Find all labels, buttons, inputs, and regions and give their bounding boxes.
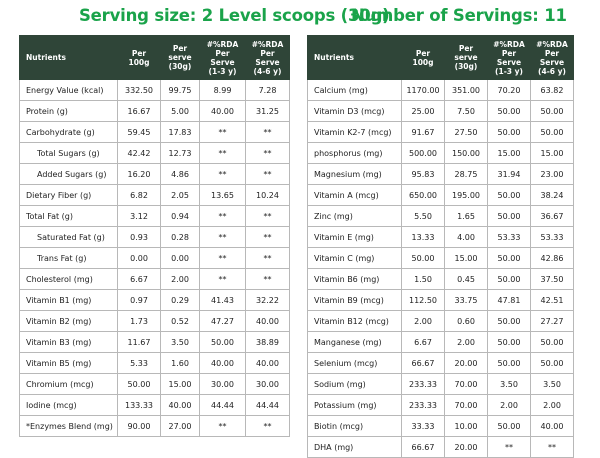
table-row [308, 395, 574, 416]
nutrient-name: Potassium (mg) [308, 395, 402, 416]
per-100g-value: 332.50 [118, 80, 161, 101]
per-100g-value: 650.00 [402, 185, 445, 206]
table-row [308, 164, 574, 185]
nutrient-name: Zinc (mg) [308, 206, 402, 227]
rda-4-6-value: 63.82 [531, 80, 574, 101]
table-row [308, 248, 574, 269]
per-100g-value: 1.73 [118, 311, 161, 332]
table-row [308, 269, 574, 290]
rda-1-3-value: 50.00 [488, 416, 531, 437]
per-100g-value: 1.50 [402, 269, 445, 290]
table-row [308, 206, 574, 227]
rda-4-6-value: 50.00 [531, 332, 574, 353]
number-of-servings-title: Number of Servings: 11 [351, 6, 567, 25]
per-serve-value: 195.00 [445, 185, 488, 206]
per-serve-value: 20.00 [445, 437, 488, 458]
rda-1-3-value: 8.99 [200, 80, 246, 101]
rda-1-3-value: ** [200, 206, 246, 227]
rda-4-6-value: 40.00 [531, 416, 574, 437]
nutrient-name: Vitamin D3 (mcg) [308, 101, 402, 122]
table-row [308, 101, 574, 122]
per-serve-value: 150.00 [445, 143, 488, 164]
per-100g-value: 59.45 [118, 122, 161, 143]
rda-4-6-value: 38.24 [531, 185, 574, 206]
per-serve-value: 15.00 [161, 374, 200, 395]
rda-1-3-value: 41.43 [200, 290, 246, 311]
per-serve-value: 0.29 [161, 290, 200, 311]
rda-1-3-value: ** [488, 437, 531, 458]
per-serve-value: 5.00 [161, 101, 200, 122]
per-serve-value: 4.00 [445, 227, 488, 248]
nutrient-name: DHA (mg) [308, 437, 402, 458]
table-row [20, 416, 290, 437]
col-per100: Per 100g [402, 36, 445, 80]
per-100g-value: 11.67 [118, 332, 161, 353]
table-row [308, 143, 574, 164]
rda-4-6-value: 36.67 [531, 206, 574, 227]
nutrient-name: Vitamin B9 (mcg) [308, 290, 402, 311]
per-100g-value: 133.33 [118, 395, 161, 416]
per-100g-value: 1170.00 [402, 80, 445, 101]
table-row [20, 185, 290, 206]
left-table-body [20, 80, 290, 437]
per-serve-value: 10.00 [445, 416, 488, 437]
nutrient-name: Vitamin B12 (mcg) [308, 311, 402, 332]
rda-1-3-value: 50.00 [488, 248, 531, 269]
nutrient-name: Vitamin K2-7 (mcg) [308, 122, 402, 143]
rda-1-3-value: 53.33 [488, 227, 531, 248]
table-row [20, 248, 290, 269]
nutrient-name: Vitamin B3 (mg) [20, 332, 118, 353]
rda-1-3-value: 50.00 [488, 353, 531, 374]
table-row [20, 206, 290, 227]
rda-1-3-value: 47.81 [488, 290, 531, 311]
per-serve-value: 4.86 [161, 164, 200, 185]
rda-1-3-value: 44.44 [200, 395, 246, 416]
per-serve-value: 0.52 [161, 311, 200, 332]
per-100g-value: 6.67 [402, 332, 445, 353]
per-100g-value: 66.67 [402, 437, 445, 458]
per-100g-value: 3.12 [118, 206, 161, 227]
rda-1-3-value: 50.00 [488, 269, 531, 290]
per-serve-value: 15.00 [445, 248, 488, 269]
rda-4-6-value: 50.00 [531, 101, 574, 122]
per-serve-value: 0.28 [161, 227, 200, 248]
per-100g-value: 91.67 [402, 122, 445, 143]
table-header-row [20, 36, 290, 80]
rda-4-6-value: 37.50 [531, 269, 574, 290]
rda-4-6-value: ** [246, 143, 290, 164]
nutrient-name: Iodine (mcg) [20, 395, 118, 416]
table-row [20, 80, 290, 101]
nutrient-name: Saturated Fat (g) [20, 227, 118, 248]
rda-1-3-value: 50.00 [488, 185, 531, 206]
nutrient-name: Energy Value (kcal) [20, 80, 118, 101]
nutrient-name: Calcium (mg) [308, 80, 402, 101]
rda-4-6-value: 50.00 [531, 122, 574, 143]
nutrient-name: Chromium (mcg) [20, 374, 118, 395]
nutrition-table-left [19, 35, 290, 437]
per-100g-value: 13.33 [402, 227, 445, 248]
nutrient-name: Dietary Fiber (g) [20, 185, 118, 206]
table-row [308, 290, 574, 311]
per-100g-value: 50.00 [402, 248, 445, 269]
nutrient-name: Vitamin C (mg) [308, 248, 402, 269]
rda-4-6-value: 30.00 [246, 374, 290, 395]
per-100g-value: 112.50 [402, 290, 445, 311]
per-100g-value: 6.67 [118, 269, 161, 290]
nutrient-name: *Enzymes Blend (mg) [20, 416, 118, 437]
rda-4-6-value: 23.00 [531, 164, 574, 185]
rda-4-6-value: 40.00 [246, 353, 290, 374]
per-serve-value: 2.00 [445, 332, 488, 353]
rda-1-3-value: 40.00 [200, 353, 246, 374]
rda-4-6-value: 32.22 [246, 290, 290, 311]
rda-4-6-value: ** [246, 269, 290, 290]
table-row [308, 311, 574, 332]
header [0, 0, 600, 36]
rda-1-3-value: ** [200, 143, 246, 164]
per-serve-value: 40.00 [161, 395, 200, 416]
nutrient-name: Biotin (mcg) [308, 416, 402, 437]
rda-4-6-value: ** [246, 164, 290, 185]
rda-1-3-value: ** [200, 269, 246, 290]
table-row [20, 269, 290, 290]
rda-1-3-value: 3.50 [488, 374, 531, 395]
per-100g-value: 66.67 [402, 353, 445, 374]
col-rda-1-3: #%RDA Per Serve (1-3 y) [200, 36, 246, 80]
nutrient-name: Trans Fat (g) [20, 248, 118, 269]
col-rda-1-3: #%RDA Per Serve (1-3 y) [488, 36, 531, 80]
right-table-body [308, 80, 574, 458]
nutrient-name: Vitamin E (mg) [308, 227, 402, 248]
table-row [20, 395, 290, 416]
per-100g-value: 0.97 [118, 290, 161, 311]
per-100g-value: 0.00 [118, 248, 161, 269]
nutrient-name: Manganese (mg) [308, 332, 402, 353]
rda-4-6-value: ** [246, 416, 290, 437]
rda-1-3-value: 13.65 [200, 185, 246, 206]
col-nutrients: Nutrients [20, 36, 118, 80]
rda-1-3-value: 50.00 [488, 332, 531, 353]
rda-4-6-value: 7.28 [246, 80, 290, 101]
table-row [308, 227, 574, 248]
per-serve-value: 20.00 [445, 353, 488, 374]
per-serve-value: 0.45 [445, 269, 488, 290]
rda-4-6-value: 42.86 [531, 248, 574, 269]
rda-1-3-value: 2.00 [488, 395, 531, 416]
table-row [308, 122, 574, 143]
table-row [20, 353, 290, 374]
rda-1-3-value: 70.20 [488, 80, 531, 101]
col-rda-4-6: #%RDA Per Serve (4-6 y) [246, 36, 290, 80]
table-row [20, 164, 290, 185]
per-100g-value: 233.33 [402, 395, 445, 416]
table-row [20, 332, 290, 353]
nutrient-name: Cholesterol (mg) [20, 269, 118, 290]
per-100g-value: 2.00 [402, 311, 445, 332]
table-row [20, 311, 290, 332]
per-serve-value: 70.00 [445, 374, 488, 395]
nutrient-name: Added Sugars (g) [20, 164, 118, 185]
rda-4-6-value: ** [246, 122, 290, 143]
rda-4-6-value: 53.33 [531, 227, 574, 248]
rda-1-3-value: ** [200, 122, 246, 143]
rda-4-6-value: 10.24 [246, 185, 290, 206]
table-row [20, 143, 290, 164]
rda-1-3-value: 40.00 [200, 101, 246, 122]
per-100g-value: 25.00 [402, 101, 445, 122]
rda-1-3-value: 50.00 [488, 206, 531, 227]
rda-1-3-value: 30.00 [200, 374, 246, 395]
table-row [308, 416, 574, 437]
per-100g-value: 500.00 [402, 143, 445, 164]
rda-1-3-value: 50.00 [488, 311, 531, 332]
nutrient-name: Carbohydrate (g) [20, 122, 118, 143]
per-serve-value: 27.00 [161, 416, 200, 437]
rda-4-6-value: ** [246, 227, 290, 248]
per-serve-value: 99.75 [161, 80, 200, 101]
table-row [308, 437, 574, 458]
rda-4-6-value: 2.00 [531, 395, 574, 416]
table-header-row [308, 36, 574, 80]
nutrient-name: Vitamin B1 (mg) [20, 290, 118, 311]
per-100g-value: 5.50 [402, 206, 445, 227]
per-100g-value: 50.00 [118, 374, 161, 395]
rda-4-6-value: 42.51 [531, 290, 574, 311]
table-row [20, 101, 290, 122]
rda-4-6-value: ** [531, 437, 574, 458]
per-serve-value: 33.75 [445, 290, 488, 311]
rda-1-3-value: ** [200, 416, 246, 437]
nutrient-name: Vitamin B2 (mg) [20, 311, 118, 332]
table-row [308, 332, 574, 353]
per-serve-value: 1.65 [445, 206, 488, 227]
rda-1-3-value: 47.27 [200, 311, 246, 332]
table-row [308, 353, 574, 374]
per-100g-value: 233.33 [402, 374, 445, 395]
per-100g-value: 42.42 [118, 143, 161, 164]
col-rda-4-6: #%RDA Per Serve (4-6 y) [531, 36, 574, 80]
per-100g-value: 5.33 [118, 353, 161, 374]
rda-1-3-value: ** [200, 227, 246, 248]
per-serve-value: 17.83 [161, 122, 200, 143]
per-100g-value: 16.20 [118, 164, 161, 185]
rda-1-3-value: 15.00 [488, 143, 531, 164]
rda-1-3-value: 50.00 [200, 332, 246, 353]
table-row [20, 227, 290, 248]
nutrient-name: Vitamin A (mcg) [308, 185, 402, 206]
per-serve-value: 70.00 [445, 395, 488, 416]
rda-4-6-value: ** [246, 206, 290, 227]
rda-4-6-value: 50.00 [531, 353, 574, 374]
rda-4-6-value: 38.89 [246, 332, 290, 353]
per-serve-value: 0.00 [161, 248, 200, 269]
per-serve-value: 2.00 [161, 269, 200, 290]
rda-4-6-value: 40.00 [246, 311, 290, 332]
rda-4-6-value: 15.00 [531, 143, 574, 164]
nutrient-name: Sodium (mg) [308, 374, 402, 395]
rda-1-3-value: ** [200, 248, 246, 269]
per-serve-value: 0.60 [445, 311, 488, 332]
per-serve-value: 2.05 [161, 185, 200, 206]
per-100g-value: 90.00 [118, 416, 161, 437]
rda-4-6-value: 3.50 [531, 374, 574, 395]
rda-1-3-value: 50.00 [488, 101, 531, 122]
per-serve-value: 27.50 [445, 122, 488, 143]
rda-1-3-value: ** [200, 164, 246, 185]
per-serve-value: 3.50 [161, 332, 200, 353]
table-row [20, 290, 290, 311]
per-serve-value: 7.50 [445, 101, 488, 122]
rda-4-6-value: 27.27 [531, 311, 574, 332]
nutrient-name: phosphorus (mg) [308, 143, 402, 164]
col-perserve: Per serve (30g) [161, 36, 200, 80]
per-100g-value: 6.82 [118, 185, 161, 206]
table-row [308, 185, 574, 206]
per-serve-value: 351.00 [445, 80, 488, 101]
nutrition-table-right [307, 35, 574, 458]
table-row [20, 374, 290, 395]
col-perserve: Per serve (30g) [445, 36, 488, 80]
table-row [308, 80, 574, 101]
per-serve-value: 28.75 [445, 164, 488, 185]
per-100g-value: 95.83 [402, 164, 445, 185]
rda-1-3-value: 31.94 [488, 164, 531, 185]
col-nutrients: Nutrients [308, 36, 402, 80]
nutrient-name: Selenium (mcg) [308, 353, 402, 374]
rda-4-6-value: 31.25 [246, 101, 290, 122]
per-100g-value: 16.67 [118, 101, 161, 122]
per-serve-value: 1.60 [161, 353, 200, 374]
per-100g-value: 0.93 [118, 227, 161, 248]
per-100g-value: 33.33 [402, 416, 445, 437]
col-per100: Per 100g [118, 36, 161, 80]
table-row [308, 374, 574, 395]
serving-size-title: Serving size: 2 Level scoops (30g) [79, 6, 390, 25]
rda-4-6-value: 44.44 [246, 395, 290, 416]
nutrient-name: Total Sugars (g) [20, 143, 118, 164]
per-serve-value: 12.73 [161, 143, 200, 164]
per-serve-value: 0.94 [161, 206, 200, 227]
nutrient-name: Protein (g) [20, 101, 118, 122]
rda-4-6-value: ** [246, 248, 290, 269]
rda-1-3-value: 50.00 [488, 122, 531, 143]
nutrient-name: Vitamin B5 (mg) [20, 353, 118, 374]
nutrient-name: Magnesium (mg) [308, 164, 402, 185]
nutrient-name: Total Fat (g) [20, 206, 118, 227]
table-row [20, 122, 290, 143]
nutrient-name: Vitamin B6 (mg) [308, 269, 402, 290]
